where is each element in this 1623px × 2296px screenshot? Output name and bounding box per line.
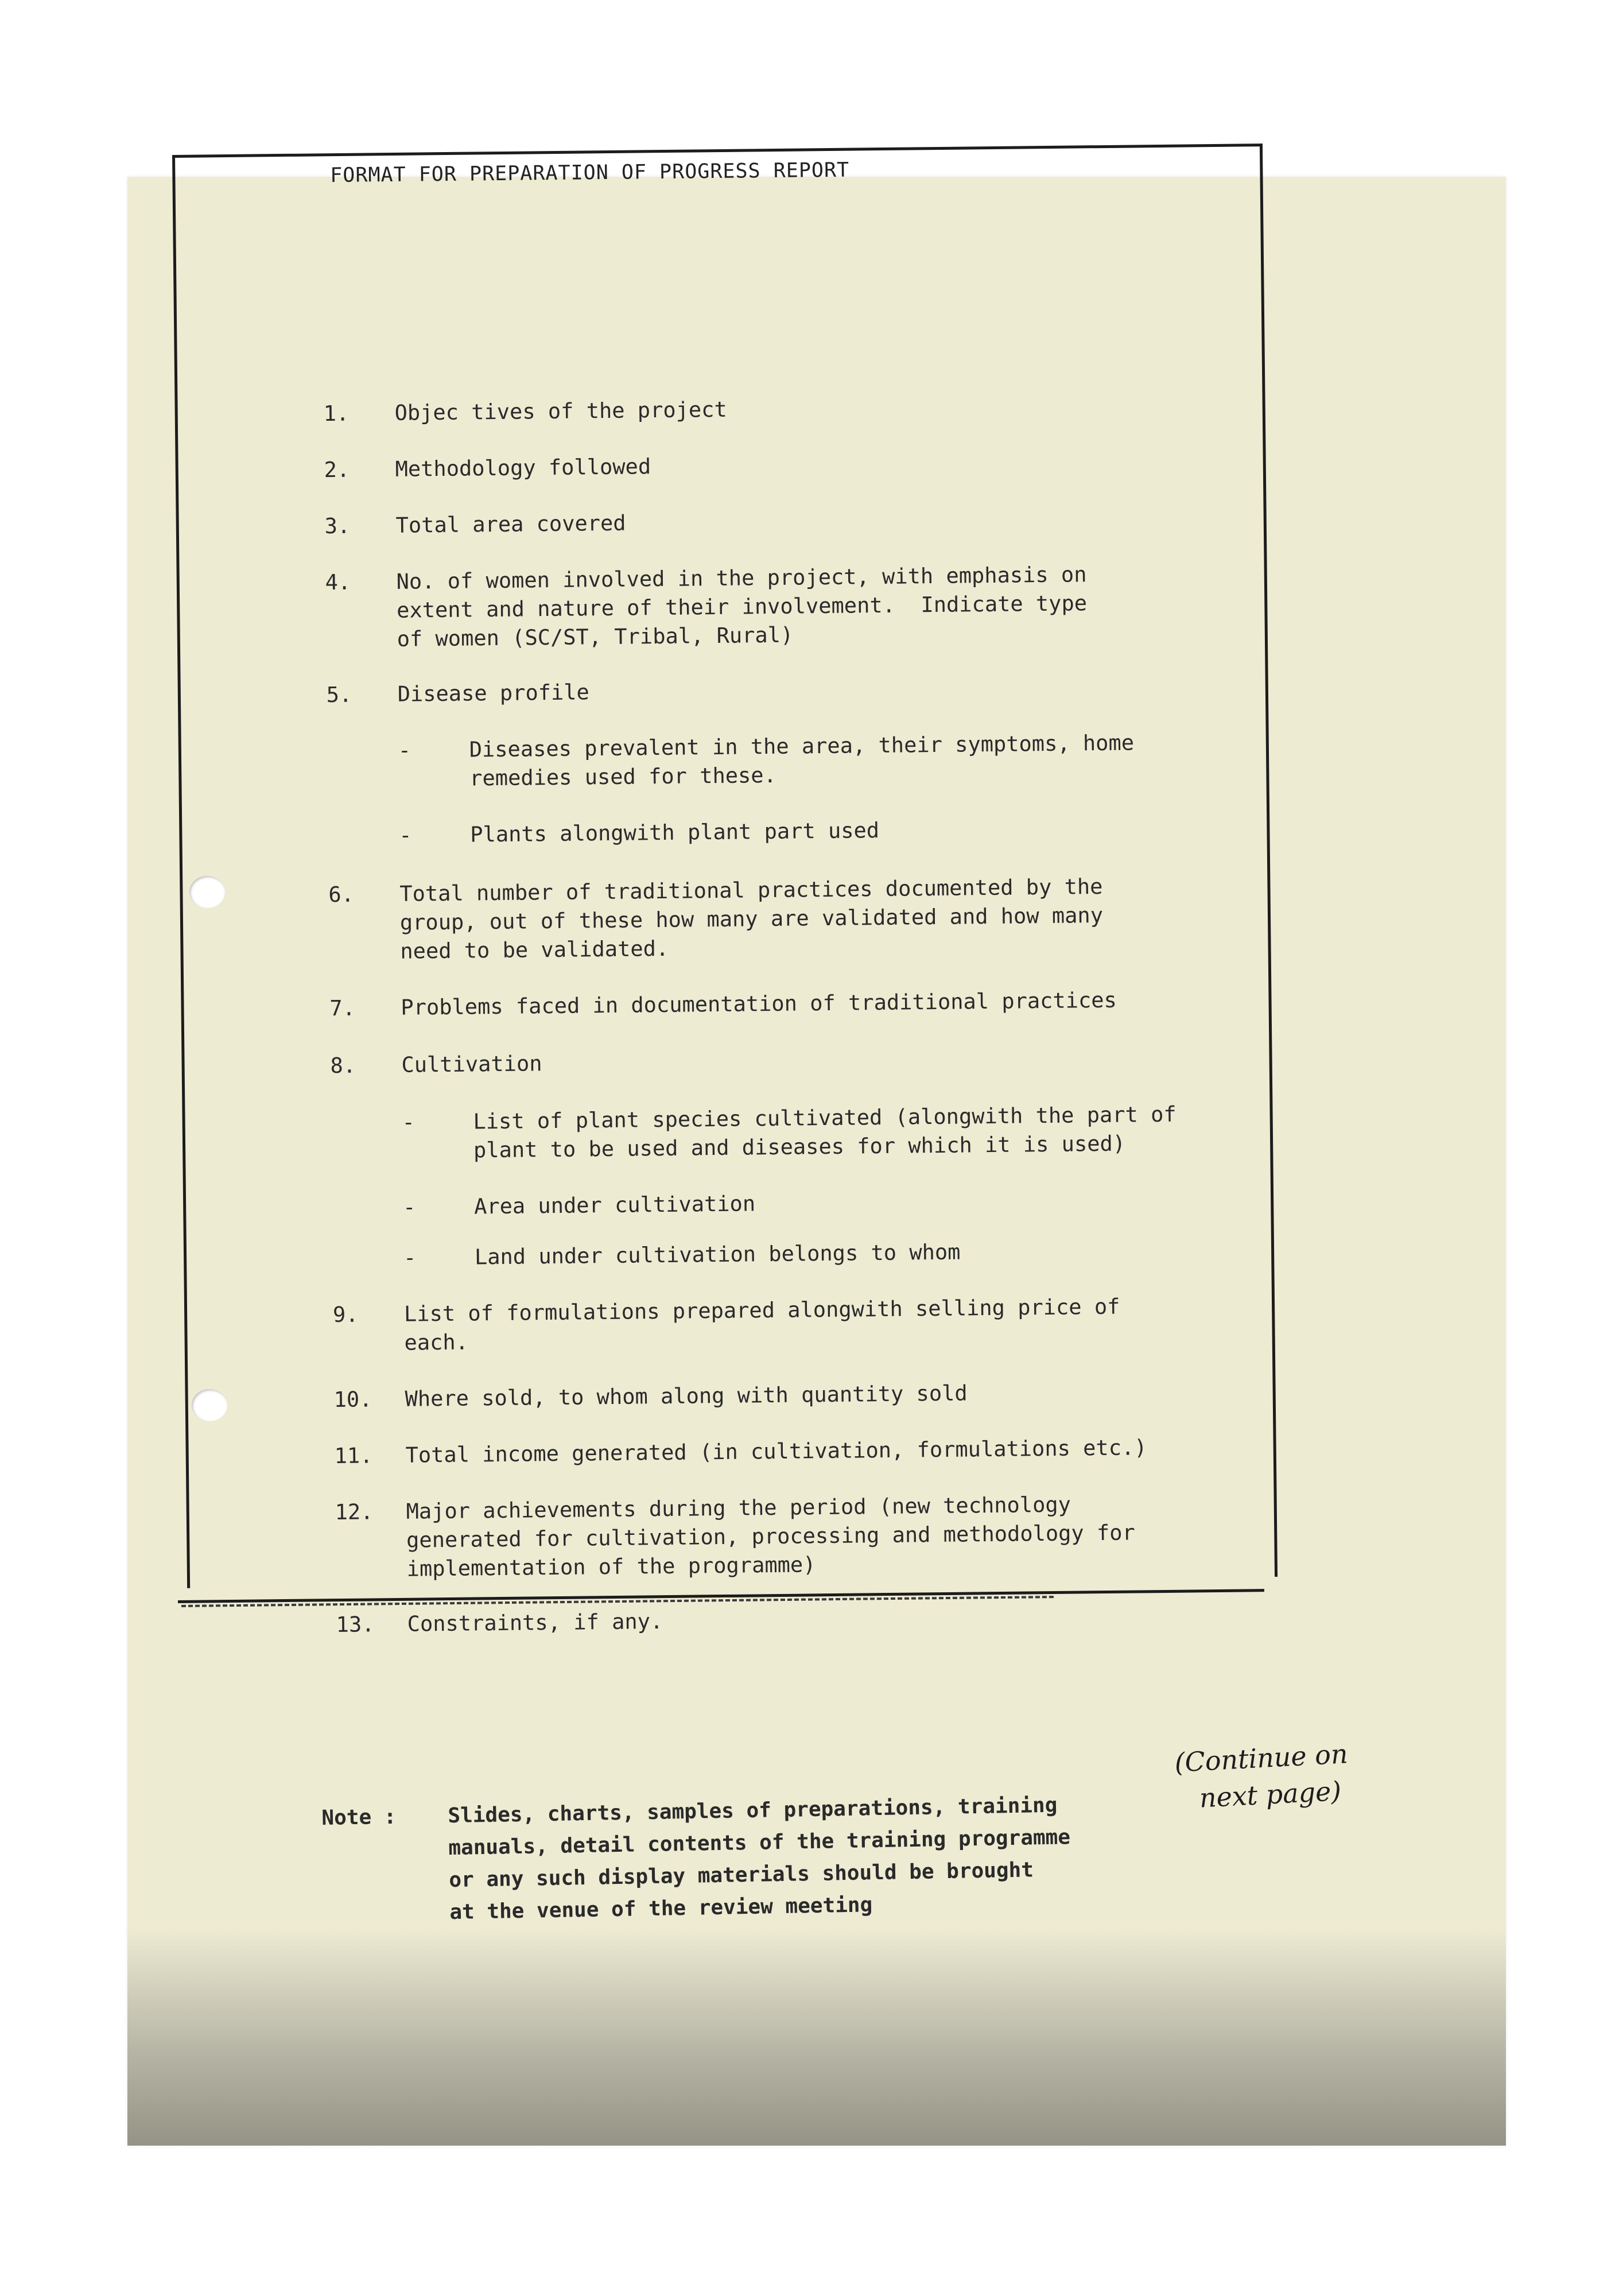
item-text: Constraints, if any. [407, 1609, 663, 1636]
sub-item-dash: - [399, 823, 412, 848]
handwritten-line-1: (Continue on [1174, 1738, 1349, 1778]
item-text: Objec tives of the project [394, 397, 727, 425]
item-number: 4. [325, 569, 351, 595]
page-title: FORMAT FOR PREPARATION OF PROGRESS REPORT [330, 158, 850, 187]
item-text: Total area covered [395, 510, 626, 538]
list-item [330, 1051, 542, 1166]
item-text: Total number of traditional practices documented by the group, out of these how many are validated and how many need to be validated. [399, 874, 1104, 964]
sub-item-text: Diseases prevalent in the area, their symptoms, home remedies used for these. [469, 730, 1135, 791]
list-item [325, 562, 1088, 683]
list-item [328, 874, 1104, 995]
list-item [326, 680, 590, 796]
item-text: Methodology followed [395, 454, 651, 482]
item-number: 9. [332, 1302, 359, 1328]
sub-item-text: Land under cultivation belongs to whom [474, 1239, 961, 1270]
handwritten-line-2: next page) [1198, 1775, 1342, 1814]
list-item [335, 1492, 1136, 1613]
item-text: Major achievements during the period (new technology generated for cultivation, processing and methodology for implementation of the programme) [406, 1492, 1136, 1581]
item-number: 2. [324, 457, 350, 483]
sub-item-dash: - [402, 1110, 416, 1135]
note-text: Slides, charts, samples of preparations, training manuals, detail contents of the training programme or any such display materials should be brought at the venue of the review meeting [448, 1793, 1071, 1925]
item-number: 1. [323, 401, 350, 426]
item-number: 7. [329, 995, 356, 1021]
sub-item-dash: - [403, 1245, 417, 1270]
item-text: List of formulations prepared alongwith selling price of each. [403, 1294, 1120, 1355]
item-number: 5. [326, 682, 352, 708]
item-number: 6. [328, 882, 355, 907]
sub-item-dash: - [402, 1194, 416, 1220]
item-number: 3. [324, 513, 351, 539]
sub-item-text: List of plant species cultivated (alongwith the part of plant to be used and diseases for which it is used) [473, 1102, 1177, 1163]
item-number: 13. [336, 1612, 375, 1638]
note-label: Note : [321, 1805, 397, 1830]
item-number: 11. [334, 1443, 373, 1469]
item-text: Problems faced in documentation of traditional practices [401, 987, 1117, 1020]
sub-item-text: Plants alongwith plant part used [470, 818, 880, 847]
item-text: Cultivation [401, 1051, 542, 1077]
item-number: 10. [333, 1387, 372, 1413]
item-text: Disease profile [397, 680, 590, 707]
footer-note [321, 1793, 1071, 1925]
list-item [336, 1609, 663, 1725]
sub-item-text: Area under cultivation [473, 1191, 756, 1219]
sub-item-dash: - [398, 738, 411, 763]
item-text: No. of women involved in the project, with emphasis on extent and nature of their involvement. Indicate type of women (SC/ST, Tribal, Rural) [396, 562, 1088, 651]
item-text: Total income generated (in cultivation, formulations etc.) [405, 1435, 1147, 1468]
item-text: Where sold, to whom along with quantity sold [405, 1380, 968, 1411]
item-number: 8. [330, 1053, 356, 1079]
item-number: 12. [335, 1499, 374, 1525]
